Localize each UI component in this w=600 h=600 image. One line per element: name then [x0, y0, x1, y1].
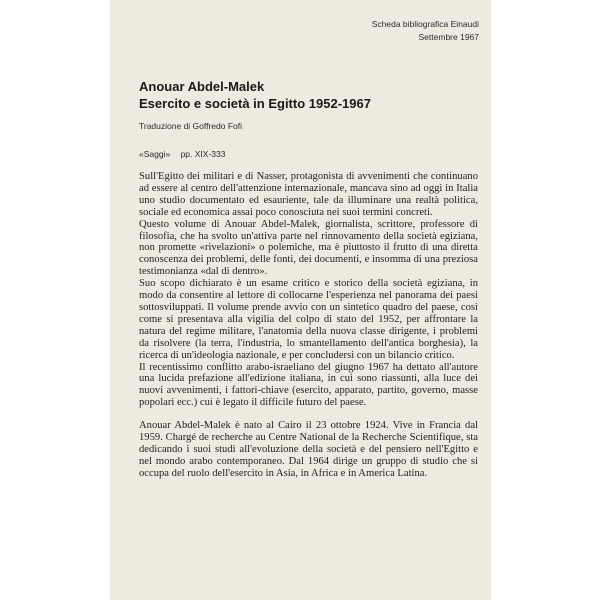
- paragraph-purpose: Suo scopo dichiarato è un esame critico e storico della società egiziana, in modo da consentire al lettore di collocarne l'esperienza nel panorama dei paesi sottosviluppati. Il volume prende avvio con un sintetico quadro del paese, così come si presentava alla vigilia del colpo di stato del 1952, per affrontare la natura del regime militare, l'anatomia della nuova classe dirigente, i problemi da risolvere (la terra, l'industria, lo smantellamento dell'antica borghesia), la ricerca di un'ideologia nazionale, e per concludersi con un bilancio critico.: [139, 278, 478, 361]
- collection-info: [139, 149, 233, 159]
- bibliographic-card: [110, 0, 491, 600]
- description-body: [139, 171, 478, 480]
- paragraph-intro: Sull'Egitto dei militari e di Nasser, protagonista di avvenimenti che continuano ad essere al centro dell'attenzione internazionale, mancava sino ad oggi in Italia uno studio documentato ed esauriente, tale da illuminare una realtà politica, sociale ed economica assai poco conosciuta nei suoi termini concreti.: [139, 171, 478, 218]
- series-name: Scheda bibliografica Einaudi: [371, 19, 479, 29]
- paragraph-preface: Il recentissimo conflitto arabo-israeliano del giugno 1967 ha dettato all'autore una lucida prefazione all'edizione italiana, in cui sono riassunti, alla luce dei nuovi avvenimenti, i fattori-chiave (esercito, apparato, partito, governo, masse popolari ecc.) cui è legato il difficile futuro del paese.: [139, 361, 478, 409]
- translator-line: Traduzione di Goffredo Fofi: [139, 121, 243, 131]
- author-name: Anouar Abdel-Malek: [139, 79, 265, 94]
- book-title: Esercito e società in Egitto 1952-1967: [139, 96, 371, 111]
- author-biography: Anouar Abdel-Malek è nato al Cairo il 23 ottobre 1924. Vive in Francia dal 1959. Chargé de recherche au Centre National de la Recherche Scientifique, sta dedicando i suoi studi all'evoluzione della società e del pensiero nell'Egitto e nel mondo arabo contemporaneo. Dal 1964 dirige un gruppo di studio che si occupa del ruolo dell'esercito in Asia, in Africa e in America Latina.: [139, 420, 478, 479]
- paragraph-author-profile: Questo volume di Anouar Abdel-Malek, giornalista, scrittore, professore di filosofia, che ha svolto un'attiva parte nel rinnovamento della società egiziana, non promette «rivelazioni» o polemiche, ma è piuttosto il frutto di una diretta conoscenza dei problemi, delle fonti, dei documenti, e insomma di una preziosa testimonianza «dal di dentro».: [139, 218, 478, 278]
- publication-date: Settembre 1967: [418, 32, 479, 42]
- page-count: pp. XIX-333: [180, 149, 226, 159]
- card-header: [372, 18, 479, 44]
- collection-name: «Saggi»: [139, 149, 171, 159]
